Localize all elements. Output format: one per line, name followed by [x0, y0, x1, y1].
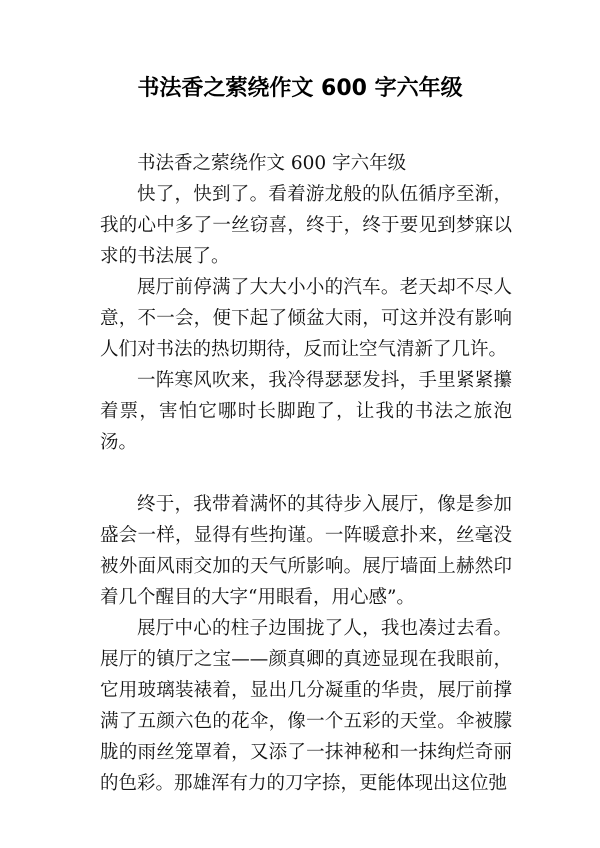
- paragraph: 一阵寒风吹来，我冷得瑟瑟发抖，手里紧紧攥着票，害怕它哪时长脚跑了，让我的书法之旅泡汤。: [100, 370, 512, 453]
- paragraph: 展厅前停满了大大小小的汽车。老天却不尽人意，不一会，便下起了倾盆大雨，可这并没有影响人们对书法的热切期待，反而让空气清新了几许。: [100, 277, 512, 360]
- paragraph: 终于，我带着满怀的其待步入展厅，像是参加盛会一样，显得有些拘谨。一阵暖意扑来，丝毫没被外面风雨交加的天气所影响。展厅墙面上赫然印着几个醒目的大字“用眼看，用心感”。: [100, 494, 512, 608]
- document-body: [100, 148, 512, 799]
- paragraph: 展厅中心的柱子边围拢了人，我也凑过去看。展厅的镇厅之宝——颜真卿的真迹显现在我眼前，它用玻璃装裱着，显出几分凝重的华贵，展厅前撑满了五颜六色的花伞，像一个五彩的天堂。伞被朦胧的雨丝笼罩着，又添了一抹神秘和一抹绚烂奇丽的色彩。那雄浑有力的刀字捺，更能体现出这位弛: [100, 618, 512, 794]
- document-title: 书法香之萦绕作文 600 字六年级: [137, 76, 463, 101]
- subtitle-paragraph: 书法香之萦绕作文 600 字六年级: [137, 153, 407, 174]
- paragraph: 快了，快到了。看着游龙般的队伍循序至渐，我的心中多了一丝窃喜，终于，终于要见到梦寐以求的书法展了。: [100, 184, 512, 267]
